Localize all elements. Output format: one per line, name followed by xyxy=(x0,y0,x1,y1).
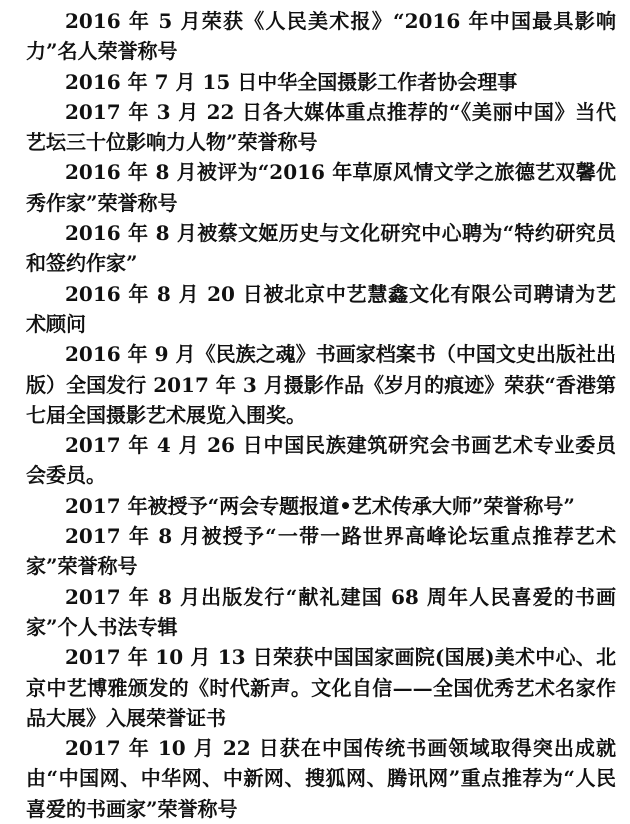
award-paragraph-11: 2017 年 8 月出版发行“献礼建国 68 周年人民喜爱的书画家”个人书法专辑 xyxy=(26,584,616,639)
award-paragraph-4: 2016 年 8 月被评为“2016 年草原风情文学之旅德艺双馨优秀作家”荣誉称号 xyxy=(26,160,616,215)
award-paragraph-10: 2017 年 8 月被授予“一带一路世界高峰论坛重点推荐艺术家”荣誉称号 xyxy=(26,524,616,579)
award-document xyxy=(26,6,616,824)
award-paragraph-8: 2017 年 4 月 26 日中国民族建筑研究会书画艺术专业委员会委员。 xyxy=(26,433,616,488)
award-paragraph-5: 2016 年 8 月被蔡文姬历史与文化研究中心聘为“特约研究员和签约作家” xyxy=(26,221,616,276)
award-paragraph-13: 2017 年 10 月 22 日获在中国传统书画领域取得突出成就由“中国网、中华网、中新网、搜狐网、腾讯网”重点推荐为“人民喜爱的书画家”荣誉称号 xyxy=(26,736,616,821)
award-paragraph-12: 2017 年 10 月 13 日荣获中国国家画院(国展)美术中心、北京中艺博雅颁发的《时代新声。文化自信——全国优秀艺术名家作品大展》入展荣誉证书 xyxy=(26,645,616,730)
award-paragraph-2: 2016 年 7 月 15 日中华全国摄影工作者协会理事 xyxy=(65,69,518,94)
award-paragraph-7: 2016 年 9 月《民族之魂》书画家档案书（中国文史出版社出版）全国发行 2017 年 3 月摄影作品《岁月的痕迹》荣获“香港第七届全国摄影艺术展览入围奖。 xyxy=(26,342,616,427)
award-paragraph-3: 2017 年 3 月 22 日各大媒体重点推荐的“《美丽中国》当代艺坛三十位影响力人物”荣誉称号 xyxy=(26,99,616,155)
award-paragraph-9: 2017 年被授予“两会专题报道•艺术传承大师”荣誉称号” xyxy=(65,493,575,518)
award-paragraph-1: 2016 年 5 月荣获《人民美术报》“2016 年中国最具影响力”名人荣誉称号 xyxy=(26,9,616,64)
award-paragraph-6: 2016 年 8 月 20 日被北京中艺慧鑫文化有限公司聘请为艺术顾问 xyxy=(26,281,616,336)
